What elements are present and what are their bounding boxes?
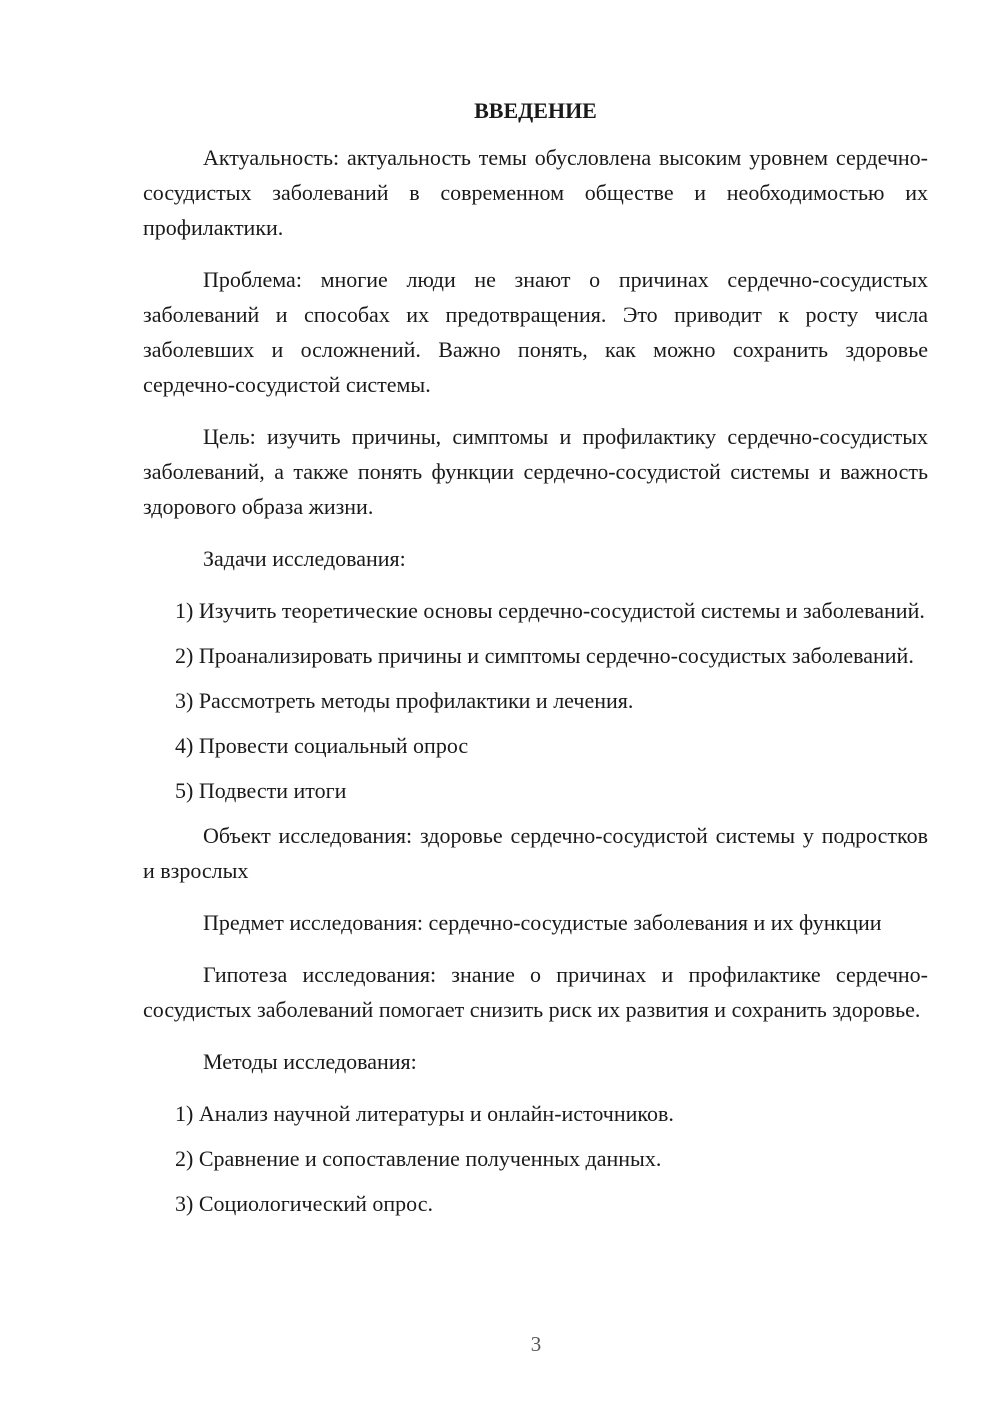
list-item: 3) Рассмотреть методы профилактики и лечения. [175, 688, 634, 713]
relevance-paragraph: Актуальность: актуальность темы обусловлена высоким уровнем сердечно-сосудистых заболеваний в современном обществе и необходимостью их профилактики. [143, 145, 928, 240]
list-item: 5) Подвести итоги [175, 778, 347, 803]
tasks-list [143, 593, 928, 808]
list-item: 2) Проанализировать причины и симптомы сердечно-сосудистых заболеваний. [175, 643, 914, 668]
page-title: ВВЕДЕНИЕ [474, 98, 597, 123]
object-paragraph: Объект исследования: здоровье сердечно-сосудистой системы у подростков и взрослых [143, 823, 928, 883]
goal-paragraph: Цель: изучить причины, симптомы и профилактику сердечно-сосудистых заболеваний, а также понять функции сердечно-сосудистой системы и важность здорового образа жизни. [143, 424, 928, 519]
methods-heading: Методы исследования: [203, 1049, 417, 1074]
subject-paragraph: Предмет исследования: сердечно-сосудистые заболевания и их функции [203, 910, 882, 935]
page-content [143, 96, 928, 1231]
list-item: 2) Сравнение и сопоставление полученных данных. [175, 1146, 662, 1171]
methods-list [143, 1096, 928, 1221]
list-item: 1) Изучить теоретические основы сердечно-сосудистой системы и заболеваний. [175, 598, 925, 623]
list-item: 3) Социологический опрос. [175, 1191, 433, 1216]
hypothesis-paragraph: Гипотеза исследования: знание о причинах и профилактике сердечно-сосудистых заболеваний помогает снизить риск их развития и сохранить здоровье. [143, 962, 928, 1022]
page-number: 3 [530, 1332, 542, 1356]
tasks-heading: Задачи исследования: [203, 546, 406, 571]
problem-paragraph: Проблема: многие люди не знают о причинах сердечно-сосудистых заболеваний и способах их предотвращения. Это приводит к росту числа заболевших и осложнений. Важно понять, как можно сохранить здоровье сердечно-сосудистой системы. [143, 267, 928, 397]
list-item: 4) Провести социальный опрос [175, 733, 469, 758]
list-item: 1) Анализ научной литературы и онлайн-источников. [175, 1101, 674, 1126]
